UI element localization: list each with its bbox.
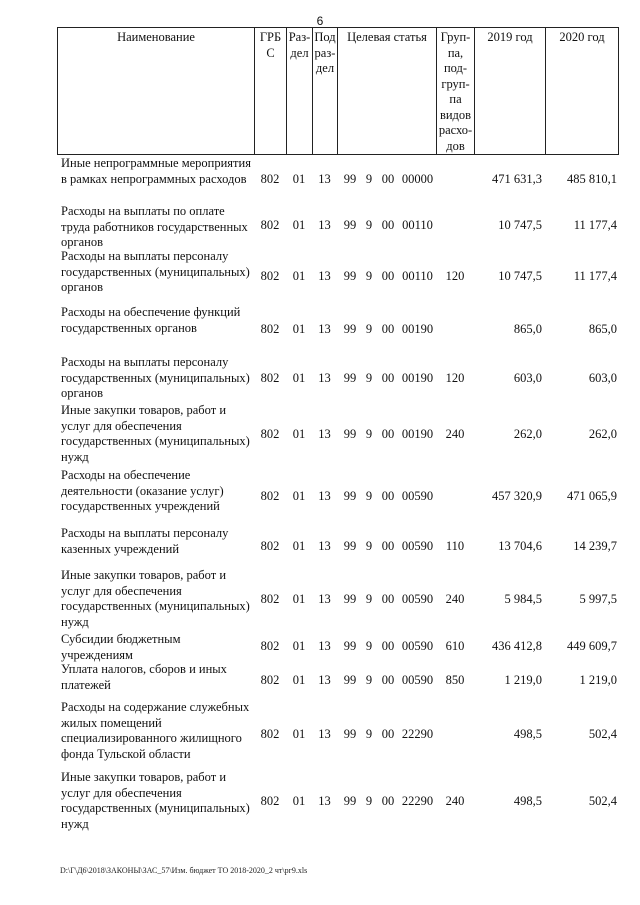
row-a2: 9 — [365, 370, 373, 385]
table-row — [57, 631, 619, 661]
h-vr-line: расхо- — [438, 123, 473, 137]
row-v2019: 10 747,5 — [498, 218, 542, 232]
row-name: Расходы на обеспечение функций государственных органов — [61, 305, 241, 335]
row-vr: 850 — [445, 672, 465, 687]
file-path-footer: D:\Г\Д6\2018\ЗАКОНЫ\ЗАС_57\Изм. бюджет ТО 2018-2020_2 чт\рг9.xls — [60, 866, 308, 875]
table-row — [57, 155, 619, 203]
row-a4: 00590 — [401, 591, 434, 606]
h-vr-line: па, — [447, 45, 464, 60]
row-v2020: 502,4 — [588, 793, 617, 808]
row-a1: 99 — [343, 726, 357, 741]
row-a3: 00 — [381, 488, 395, 503]
row-name: Расходы на выплаты персоналу казенных учреждений — [61, 526, 229, 556]
row-pr: 13 — [318, 370, 331, 385]
table-header — [57, 27, 619, 155]
row-a3: 00 — [381, 538, 395, 553]
row-a3: 00 — [381, 638, 395, 653]
header-podrazdel — [313, 28, 338, 154]
row-a3: 00 — [381, 171, 395, 186]
row-v2019: 603,0 — [513, 370, 542, 385]
header-target-article: Целевая статья — [338, 28, 437, 154]
row-grbs: 802 — [260, 538, 280, 553]
row-pr: 13 — [318, 538, 331, 553]
row-vr: 240 — [445, 591, 465, 606]
row-grbs: 802 — [260, 218, 280, 232]
row-vr — [436, 203, 474, 248]
row-vr — [436, 304, 474, 354]
row-grbs: 802 — [260, 427, 280, 441]
row-a4: 00190 — [401, 370, 434, 385]
row-a4: 00110 — [402, 218, 433, 232]
table-row — [57, 203, 619, 248]
row-rz: 01 — [292, 591, 306, 606]
row-a2: 9 — [365, 672, 373, 687]
row-rz: 01 — [292, 321, 306, 336]
row-name: Иные закупки товаров, работ и услуг для обеспечения государственных (муниципальных) нужд — [61, 403, 250, 464]
row-v2020: 449 609,7 — [567, 638, 617, 653]
row-grbs: 802 — [260, 591, 280, 606]
table-row — [57, 402, 619, 467]
header-grbs — [255, 28, 287, 154]
row-name: Иные закупки товаров, работ и услуг для обеспечения государственных (муниципальных) нужд — [61, 568, 250, 629]
row-a4: 22290 — [401, 793, 434, 808]
h-pr-line: раз- — [314, 45, 336, 60]
header-name: Наименование — [58, 28, 255, 154]
row-v2019: 262,0 — [513, 427, 542, 441]
row-a3: 00 — [381, 427, 395, 441]
row-vr — [436, 155, 474, 203]
row-v2020: 14 239,7 — [573, 538, 617, 553]
table-row — [57, 354, 619, 402]
row-a4: 00190 — [401, 427, 434, 441]
row-grbs: 802 — [260, 726, 280, 741]
row-grbs: 802 — [260, 321, 280, 336]
row-vr: 610 — [445, 638, 465, 653]
row-v2019: 498,5 — [513, 793, 542, 808]
table-row — [57, 567, 619, 631]
row-name: Субсидии бюджетным учреждениям — [61, 632, 181, 662]
row-vr: 110 — [445, 538, 465, 553]
row-a2: 9 — [365, 488, 373, 503]
row-vr — [436, 467, 474, 525]
row-a2: 9 — [365, 726, 373, 741]
h-rz-line: Раз- — [288, 30, 311, 44]
row-a3: 00 — [381, 793, 395, 808]
row-a3: 00 — [381, 591, 395, 606]
row-a2: 9 — [365, 268, 373, 283]
row-v2020: 485 810,1 — [567, 171, 617, 186]
row-a3: 00 — [381, 726, 395, 741]
row-a1: 99 — [343, 171, 357, 186]
table-body — [57, 155, 619, 833]
row-a2: 9 — [365, 793, 373, 808]
row-v2020: 865,0 — [588, 321, 617, 336]
row-vr: 120 — [445, 268, 465, 283]
table-row — [57, 699, 619, 769]
row-grbs: 802 — [260, 793, 280, 808]
h-vr-line: па — [449, 92, 462, 106]
row-pr: 13 — [318, 793, 331, 808]
header-expense-group — [437, 28, 475, 154]
row-pr: 13 — [318, 488, 331, 503]
row-pr: 13 — [318, 268, 331, 283]
row-v2019: 436 412,8 — [492, 638, 542, 653]
table-row — [57, 769, 619, 833]
row-v2020: 5 997,5 — [579, 591, 617, 606]
row-a1: 99 — [343, 638, 357, 653]
row-v2020: 11 177,4 — [573, 218, 617, 232]
header-2020: 2020 год — [559, 30, 605, 44]
table-row — [57, 525, 619, 567]
budget-table — [57, 27, 619, 833]
row-v2019: 5 984,5 — [504, 591, 542, 606]
row-vr — [436, 699, 474, 769]
row-v2019: 13 704,6 — [498, 538, 542, 553]
row-grbs: 802 — [260, 268, 280, 283]
row-rz: 01 — [292, 726, 306, 741]
row-a2: 9 — [365, 171, 373, 186]
row-a2: 9 — [365, 591, 373, 606]
row-pr: 13 — [318, 672, 331, 687]
row-v2020: 1 219,0 — [579, 672, 617, 687]
row-a2: 9 — [365, 321, 373, 336]
row-pr: 13 — [318, 591, 331, 606]
row-pr: 13 — [318, 427, 331, 441]
row-a1: 99 — [343, 268, 357, 283]
row-v2019: 498,5 — [513, 726, 542, 741]
row-a1: 99 — [343, 672, 357, 687]
row-a4: 00590 — [401, 638, 434, 653]
row-a1: 99 — [343, 427, 357, 441]
row-v2020: 502,4 — [588, 726, 617, 741]
h-vr-line: видов — [439, 107, 472, 122]
row-a1: 99 — [343, 591, 357, 606]
row-vr: 240 — [445, 427, 465, 441]
row-a2: 9 — [365, 538, 373, 553]
row-v2019: 865,0 — [513, 321, 542, 336]
row-v2019: 1 219,0 — [504, 672, 542, 687]
row-rz: 01 — [292, 171, 306, 186]
row-a3: 00 — [381, 370, 395, 385]
row-a4: 00190 — [401, 321, 434, 336]
row-a4: 00590 — [401, 538, 434, 553]
row-v2020: 11 177,4 — [573, 268, 617, 283]
row-pr: 13 — [318, 218, 331, 232]
row-grbs: 802 — [260, 672, 280, 687]
row-a3: 00 — [381, 268, 395, 283]
h-grbs-line: С — [266, 45, 275, 60]
row-name: Расходы на выплаты персоналу государственных (муниципальных) органов — [61, 249, 250, 294]
row-a4: 00590 — [401, 672, 434, 687]
row-rz: 01 — [292, 218, 306, 232]
row-rz: 01 — [292, 488, 306, 503]
row-v2020: 603,0 — [588, 370, 617, 385]
row-name: Расходы на содержание служебных жилых помещений специализированного жилищного фонда Тульской области — [61, 700, 250, 761]
row-grbs: 802 — [260, 638, 280, 653]
row-a1: 99 — [343, 488, 357, 503]
table-row — [57, 661, 619, 699]
row-pr: 13 — [318, 726, 331, 741]
row-a1: 99 — [343, 370, 357, 385]
row-v2020: 262,0 — [588, 427, 617, 441]
row-name: Расходы на выплаты персоналу государственных (муниципальных) органов — [61, 355, 250, 400]
row-v2019: 10 747,5 — [498, 268, 542, 283]
row-rz: 01 — [292, 538, 306, 553]
row-a4: 00000 — [401, 171, 434, 186]
row-a4: 22290 — [401, 726, 434, 741]
row-a1: 99 — [343, 793, 357, 808]
row-name: Иные непрограммные мероприятия в рамках непрограммных расходов — [61, 156, 251, 186]
row-name: Уплата налогов, сборов и иных платежей — [61, 662, 227, 692]
row-rz: 01 — [292, 793, 306, 808]
row-grbs: 802 — [260, 370, 280, 385]
header-2019: 2019 год — [475, 28, 546, 154]
row-pr: 13 — [318, 638, 331, 653]
table-row — [57, 304, 619, 354]
row-a1: 99 — [343, 538, 357, 553]
h-vr-line: под- — [443, 61, 468, 75]
row-a4: 00110 — [402, 268, 433, 283]
row-name: Расходы на выплаты по оплате труда работников государственных органов — [61, 204, 248, 249]
row-grbs: 802 — [260, 171, 280, 186]
row-rz: 01 — [292, 427, 306, 441]
row-rz: 01 — [292, 638, 306, 653]
header-razdel — [287, 28, 313, 154]
row-a2: 9 — [365, 218, 373, 232]
row-a3: 00 — [381, 218, 395, 232]
h-pr-line: дел — [315, 61, 335, 75]
row-a3: 00 — [381, 672, 395, 687]
row-rz: 01 — [292, 268, 306, 283]
page-number: 6 — [316, 14, 324, 28]
row-a2: 9 — [365, 638, 373, 653]
row-name: Расходы на обеспечение деятельности (оказание услуг) государственных учреждений — [61, 468, 224, 513]
row-name: Иные закупки товаров, работ и услуг для обеспечения государственных (муниципальных) нужд — [61, 770, 250, 831]
h-rz-line: дел — [290, 45, 309, 60]
row-grbs: 802 — [260, 488, 280, 503]
row-a4: 00590 — [401, 488, 434, 503]
table-row — [57, 467, 619, 525]
row-vr: 120 — [445, 370, 465, 385]
h-vr-line: Груп- — [440, 30, 471, 44]
row-a3: 00 — [381, 321, 395, 336]
h-grbs-line: ГРБ — [259, 30, 282, 44]
row-pr: 13 — [318, 321, 331, 336]
row-v2019: 457 320,9 — [492, 488, 542, 503]
row-rz: 01 — [292, 672, 306, 687]
row-a1: 99 — [343, 321, 357, 336]
row-v2019: 471 631,3 — [492, 171, 542, 186]
row-a2: 9 — [365, 427, 373, 441]
h-pr-line: Под — [314, 30, 336, 44]
row-vr: 240 — [445, 793, 465, 808]
row-a1: 99 — [343, 218, 357, 232]
h-vr-line: груп- — [441, 76, 470, 91]
row-rz: 01 — [292, 370, 306, 385]
table-row — [57, 248, 619, 304]
h-vr-line: дов — [446, 138, 465, 153]
row-pr: 13 — [318, 171, 331, 186]
row-v2020: 471 065,9 — [567, 488, 617, 503]
